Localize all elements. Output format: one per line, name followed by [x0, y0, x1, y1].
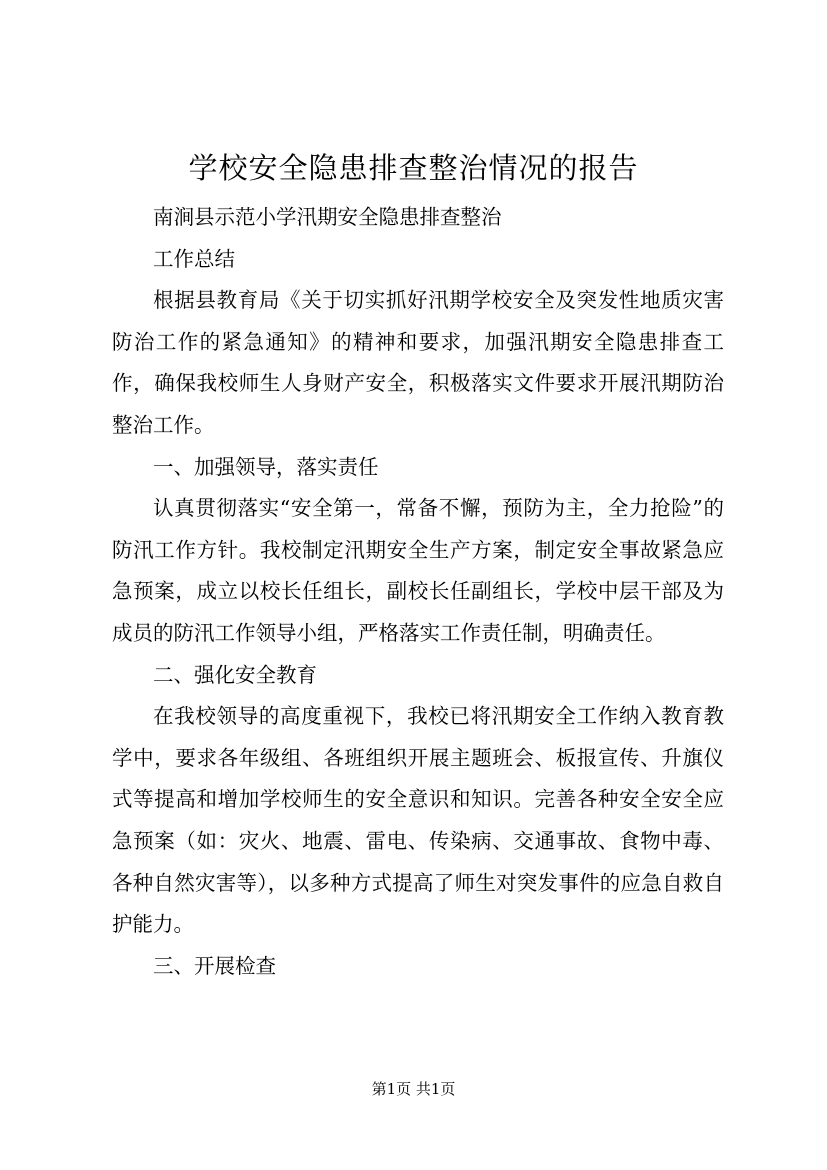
section-heading-2: 二、强化安全教育 — [153, 662, 317, 687]
section-heading-1: 一、加强领导，落实责任 — [153, 454, 379, 479]
paragraph-section-1: 认真贯彻落实“安全第一，常备不懈，预防为主，全力抢险”的防汛工作方针。我校制定汛期安全生产方案，制定安全事故紧急应急预案，成立以校长任组长，副校长任副组长，学校中层干部及为成员的防汛工作领导小组，严格落实工作责任制，明确责任。 — [112, 496, 724, 645]
paragraph-subtitle-line1: 南涧县示范小学汛期安全隐患排查整治 — [153, 205, 502, 229]
document-body — [112, 197, 724, 987]
page-footer: 第1页 共1页 — [371, 1080, 456, 1098]
paragraph-section-2: 在我校领导的高度重视下，我校已将汛期安全工作纳入教育教学中，要求各年级组、各班组织开展主题班会、板报宣传、升旗仪式等提高和增加学校师生的安全意识和知识。完善各种安全安全应急预案（如：灾火、地震、雷电、传染病、交通事故、食物中毒、各种自然灾害等），以多种方式提高了师生对突发事件的应急自救自护能力。 — [112, 704, 724, 937]
document-title: 学校安全隐患排查整治情况的报告 — [188, 151, 639, 185]
paragraph-intro: 根据县教育局《关于切实抓好汛期学校安全及突发性地质灾害防治工作的紧急通知》的精神和要求，加强汛期安全隐患排查工作，确保我校师生人身财产安全，积极落实文件要求开展汛期防治整治工作。 — [112, 288, 724, 437]
paragraph-subtitle-line2: 工作总结 — [153, 246, 235, 271]
section-heading-3: 三、开展检查 — [153, 953, 276, 978]
